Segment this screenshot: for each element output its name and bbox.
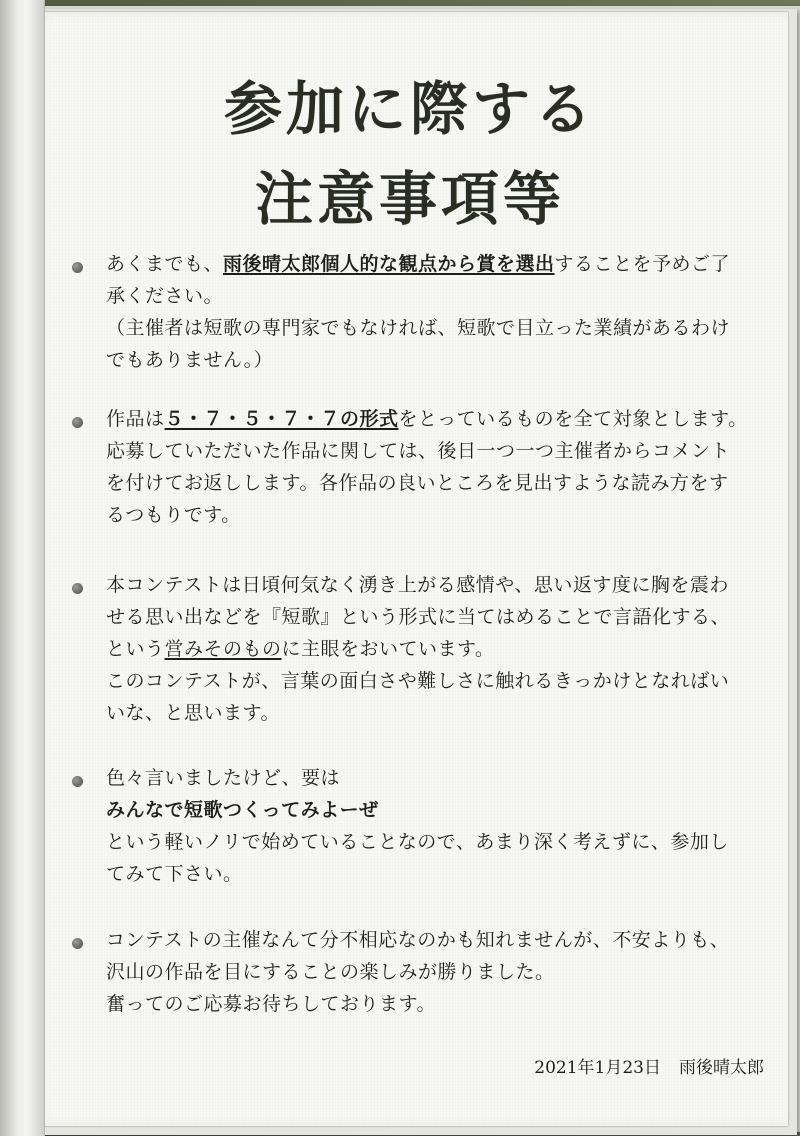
notice-line: 色々言いましたけど、要は: [106, 767, 341, 789]
notice-line: せる思い出などを『短歌』という形式に当てはめることで言語化する、: [106, 606, 731, 628]
signature-date: 2021年1月23日: [534, 1058, 661, 1078]
notice-line: 奮ってのご応募お待ちしております。: [106, 993, 436, 1015]
notice-line: このコンテストが、言葉の面白さや難しさに触れるきっかけとなればい: [106, 670, 730, 692]
notice-line: （主催者は短歌の専門家でもなければ、短歌で目立った業績があるわけ: [106, 317, 731, 339]
notice-line: 承ください。: [106, 285, 224, 307]
notice-line: [106, 633, 766, 665]
text-run: をとっているものを全て対象とします。: [398, 408, 748, 430]
notice-item-3: [106, 569, 766, 729]
page-title-line-1: 参加に際する: [223, 75, 596, 143]
underlined-emphasis: 雨後晴太郎個人的な観点から賞を選出: [223, 253, 555, 275]
signature: [534, 1053, 764, 1078]
text-run: することを予めご了: [554, 253, 731, 275]
underlined-emphasis: 営みそのもの: [164, 638, 282, 660]
bullet-icon: [72, 583, 83, 594]
bullet-icon: [72, 262, 83, 273]
bold-slogan: みんなで短歌つくってみよーぜ: [106, 799, 379, 821]
underlined-emphasis: ５・７・５・７・７の形式: [164, 408, 399, 430]
notice-item-1: [106, 248, 766, 376]
notice-line: でもありません。）: [106, 349, 274, 371]
notice-line: てみて下さい。: [106, 863, 243, 885]
notice-line: るつもりです。: [106, 504, 241, 526]
notice-line: を付けてお返しします。各作品の良いところを見出すような読み方をす: [106, 472, 729, 494]
text-run: という: [106, 638, 165, 660]
notice-item-4: [106, 762, 766, 890]
notice-line: コンテストの主催なんて分不相応なのかも知れませんが、不安よりも、: [106, 929, 730, 951]
bullet-icon: [72, 417, 83, 428]
bullet-icon: [72, 776, 83, 787]
notice-line: という軽いノリで始めていることなので、あまり深く考えずに、参加し: [106, 831, 729, 853]
notice-line: 応募していただいた作品に関しては、後日一つ一つ主催者からコメント: [106, 440, 731, 462]
text-run: あくまでも、: [106, 253, 224, 275]
page-title-line-2: 注意事項等: [254, 165, 565, 233]
text-run: 作品は: [106, 408, 165, 430]
notice-line: [106, 248, 766, 280]
bullet-icon: [72, 938, 83, 949]
signature-author: 雨後晴太郎: [679, 1058, 764, 1078]
notice-item-2: [106, 403, 766, 531]
notice-item-5: [106, 924, 766, 1020]
notice-line: 沢山の作品を目にすることの楽しみが勝りました。: [106, 961, 555, 983]
notice-line: [106, 403, 766, 435]
notice-line: いな、と思います。: [106, 702, 280, 724]
text-run: に主眼をおいています。: [281, 638, 495, 660]
notice-line: 本コンテストは日頃何気なく湧き上がる感情や、思い返す度に胸を震わ: [106, 574, 729, 596]
